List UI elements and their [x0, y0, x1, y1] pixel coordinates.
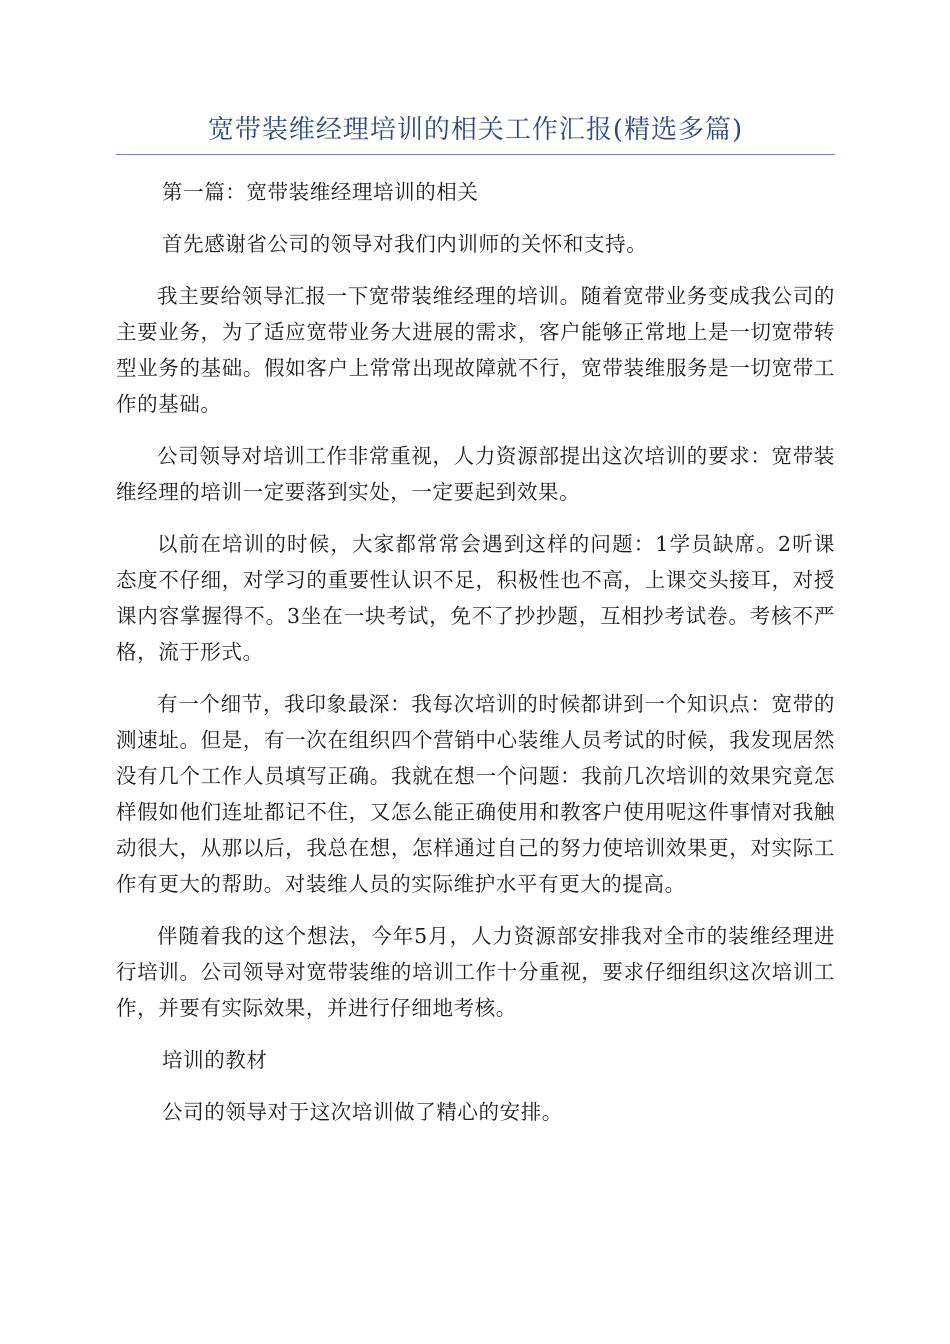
title-divider	[116, 154, 835, 155]
paragraph: 以前在培训的时候，大家都常常会遇到这样的问题：1学员缺席。2听课态度不仔细，对学习的重要性认识不足，积极性也不高，上课交头接耳，对授课内容掌握得不。3坐在一块考试，免不了抄抄题，互相抄考试卷。考核不严格，流于形式。	[116, 532, 835, 664]
paragraph: 公司领导对培训工作非常重视，人力资源部提出这次培训的要求：宽带装维经理的培训一定要落到实处，一定要起到效果。	[116, 444, 835, 504]
document-body	[116, 174, 835, 1146]
paragraph: 伴随着我的这个想法，今年5月，人力资源部安排我对全市的装维经理进行培训。公司领导对宽带装维的培训工作十分重视，要求仔细组织这次培训工作，并要有实际效果，并进行仔细地考核。	[116, 924, 835, 1020]
paragraph: 首先感谢省公司的领导对我们内训师的关怀和支持。	[162, 232, 648, 256]
paragraph: 有一个细节，我印象最深：我每次培训的时候都讲到一个知识点：宽带的测速址。但是，有一次在组织四个营销中心装维人员考试的时候，我发现居然没有几个工作人员填写正确。我就在想一个问题：我前几次培训的效果究竟怎样假如他们连址都记不住，又怎么能正确使用和教客户使用呢这件事情对我触动很大，从那以后，我总在想，怎样通过自己的努力使培训效果更，对实际工作有更大的帮助。对装维人员的实际维护水平有更大的提高。	[116, 692, 835, 896]
paragraph: 公司的领导对于这次培训做了精心的安排。	[162, 1100, 563, 1124]
document-title: 宽带装维经理培训的相关工作汇报(精选多篇)	[207, 115, 744, 145]
section-heading: 第一篇：宽带装维经理培训的相关	[162, 180, 479, 204]
paragraph: 我主要给领导汇报一下宽带装维经理的培训。随着宽带业务变成我公司的主要业务，为了适应宽带业务大进展的需求，客户能够正常地上是一切宽带转型业务的基础。假如客户上常常出现故障就不行，宽带装维服务是一切宽带工作的基础。	[116, 284, 835, 416]
subsection-heading: 培训的教材	[162, 1048, 268, 1072]
